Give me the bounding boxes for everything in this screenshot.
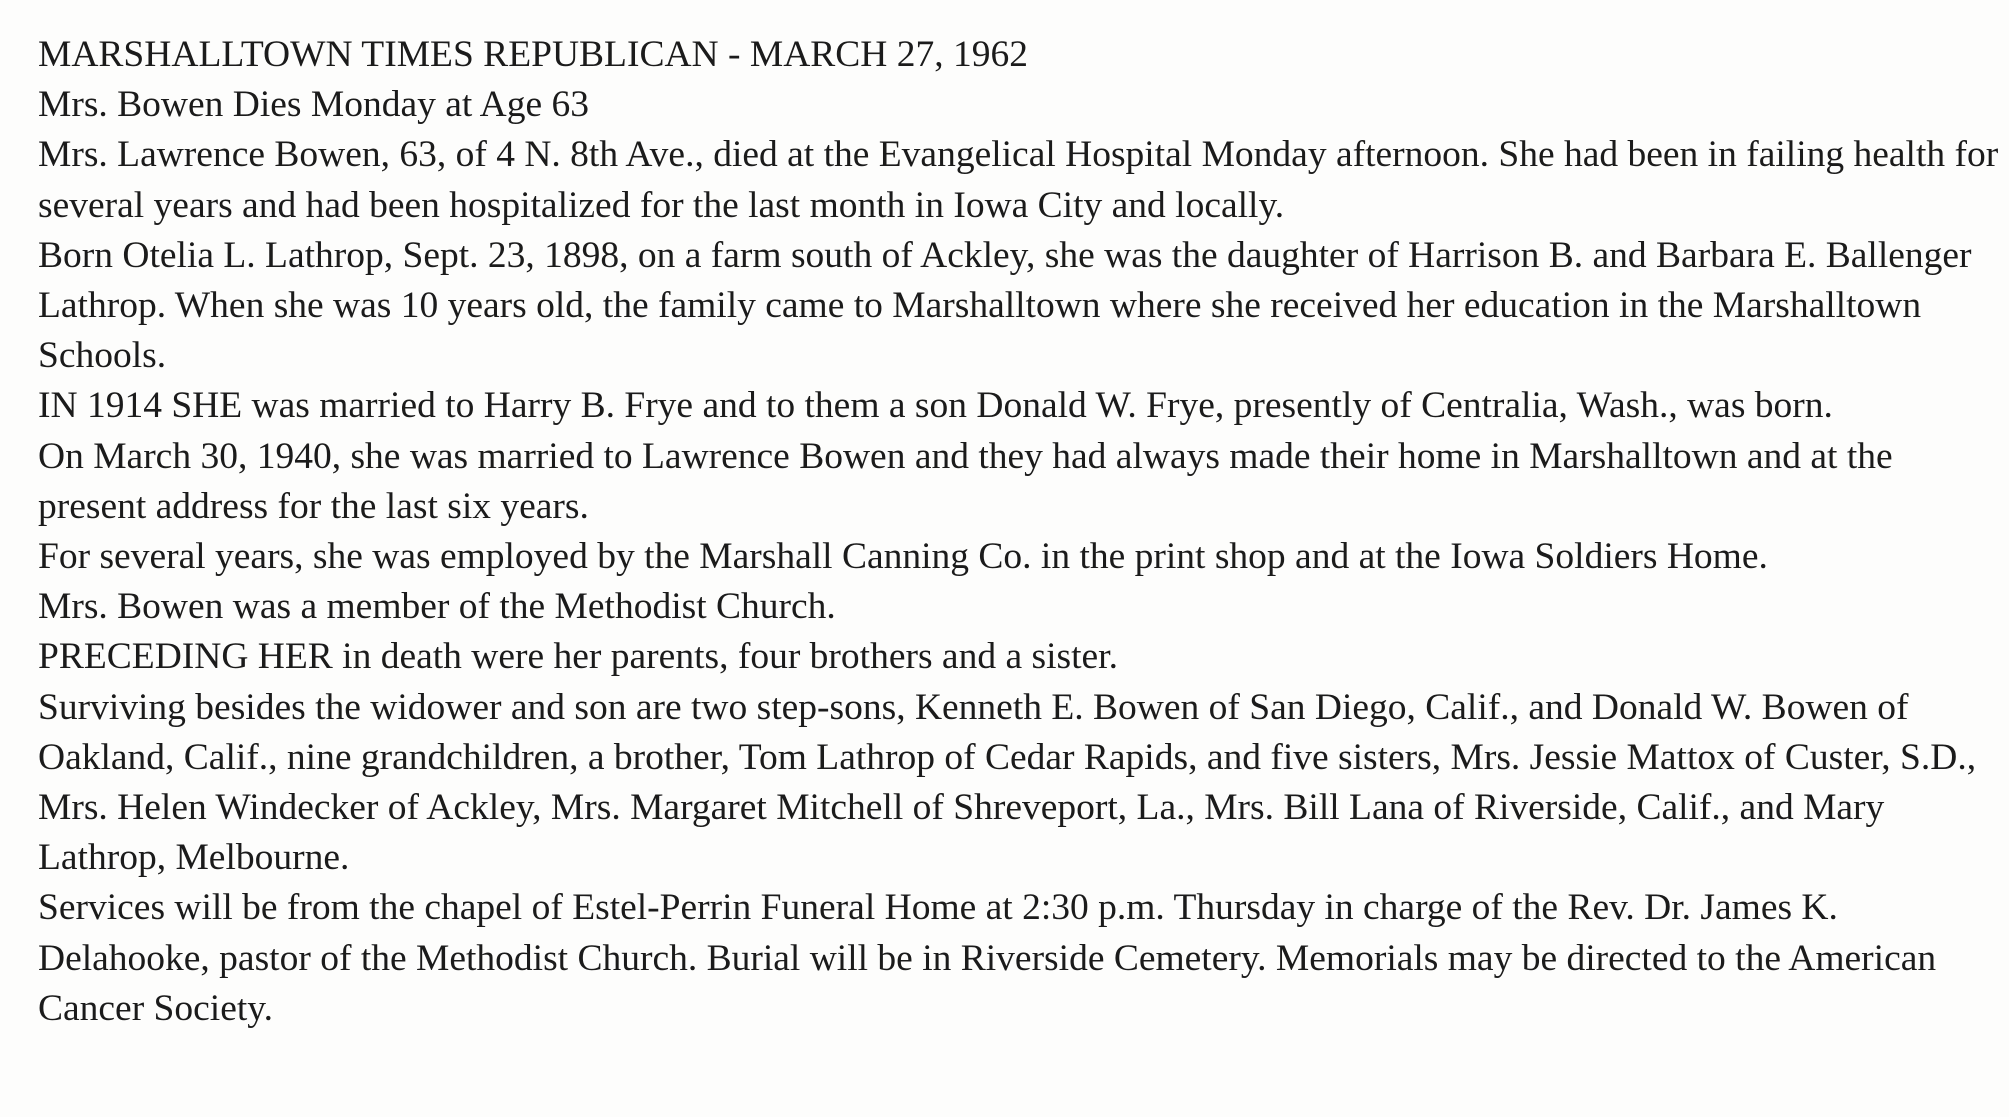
headline: Mrs. Bowen Dies Monday at Age 63	[38, 84, 589, 126]
paragraph-first-marriage: IN 1914 SHE was married to Harry B. Frye and to them a son Donald W. Frye, presently of Centralia, Wash., was born.	[38, 385, 1833, 427]
obituary-article	[38, 30, 2000, 1034]
paragraph-preceded: PRECEDING HER in death were her parents, four brothers and a sister.	[38, 636, 1118, 678]
paragraph-death-notice: Mrs. Lawrence Bowen, 63, of 4 N. 8th Ave., died at the Evangelical Hospital Monday afternoon. She had been in failing health for several years and had been hospitalized for the last month in Iowa City and locally.	[38, 134, 1999, 226]
paragraph-survivors: Surviving besides the widower and son are two step-sons, Kenneth E. Bowen of San Diego, Calif., and Donald W. Bowen of Oakland, Calif., nine grandchildren, a brother, Tom Lathrop of Cedar Rapids, and five sisters, Mrs. Jessie Mattox of Custer, S.D., Mrs. Helen Windecker of Ackley, Mrs. Margaret Mitchell of Shreveport, La., Mrs. Bill Lana of Riverside, Calif., and Mary Lathrop, Melbourne.	[38, 686, 1977, 879]
paragraph-services: Services will be from the chapel of Estel-Perrin Funeral Home at 2:30 p.m. Thursday in charge of the Rev. Dr. James K. Delahooke, pastor of the Methodist Church. Burial will be in Riverside Cemetery. Memorials may be directed to the American Cancer Society.	[38, 887, 1937, 1029]
paragraph-employment: For several years, she was employed by the Marshall Canning Co. in the print shop and at the Iowa Soldiers Home.	[38, 536, 1768, 578]
paragraph-church: Mrs. Bowen was a member of the Methodist Church.	[38, 586, 836, 628]
paragraph-birth: Born Otelia L. Lathrop, Sept. 23, 1898, on a farm south of Ackley, she was the daughter of Harrison B. and Barbara E. Ballenger Lathrop. When she was 10 years old, the family came to Marshalltown where she received her education in the Marshalltown Schools.	[38, 234, 1972, 377]
newspaper-header: MARSHALLTOWN TIMES REPUBLICAN - MARCH 27, 1962	[38, 34, 1029, 75]
paragraph-second-marriage: On March 30, 1940, she was married to Lawrence Bowen and they had always made their home in Marshalltown and at the present address for the last six years.	[38, 435, 1893, 527]
